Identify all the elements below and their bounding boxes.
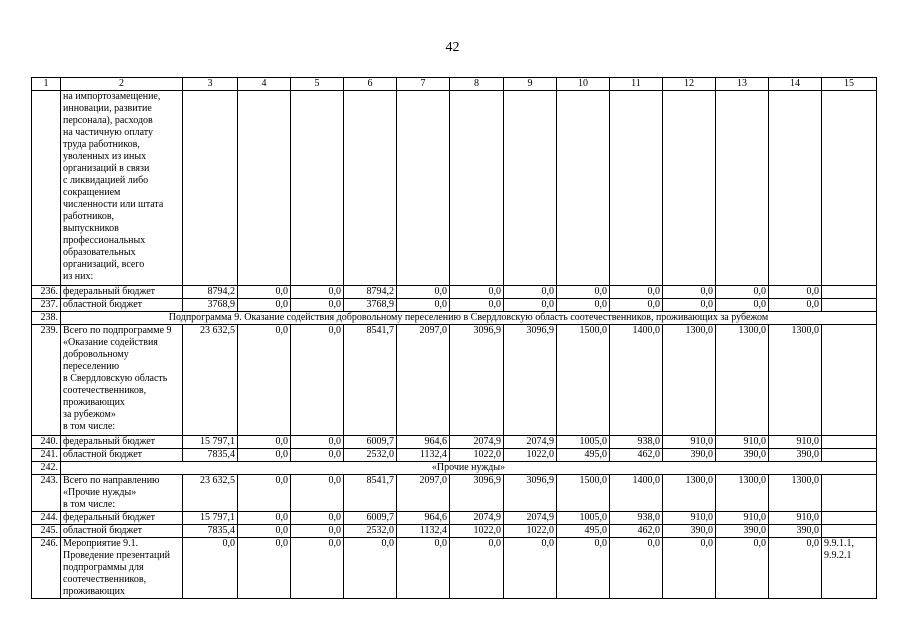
- value-cell: 0,0: [238, 449, 291, 462]
- value-cell: 0,0: [769, 538, 822, 599]
- value-cell: 0,0: [450, 299, 504, 312]
- value-cell: 0,0: [557, 538, 610, 599]
- row-number-cell: 239.: [32, 325, 61, 436]
- row-number-cell: 243.: [32, 475, 61, 512]
- value-cell: 3096,9: [504, 475, 557, 512]
- header-cell: 1: [32, 78, 61, 91]
- row-name-cell: Мероприятие 9.1. Проведение презентаций подпрограммы для соотечественников, проживающих: [61, 538, 183, 599]
- value-cell: [504, 91, 557, 286]
- value-cell: 390,0: [663, 525, 716, 538]
- value-cell: 910,0: [716, 436, 769, 449]
- row-number-cell: 241.: [32, 449, 61, 462]
- value-cell: 0,0: [344, 538, 397, 599]
- value-cell: 390,0: [663, 449, 716, 462]
- value-cell: 0,0: [610, 538, 663, 599]
- value-cell: 0,0: [504, 286, 557, 299]
- table-header-row: [32, 78, 877, 91]
- value-cell: [557, 91, 610, 286]
- value-cell: 0,0: [397, 299, 450, 312]
- row-number-cell: 246.: [32, 538, 61, 599]
- header-cell: 9: [504, 78, 557, 91]
- target-ref-cell: [822, 91, 877, 286]
- value-cell: 2532,0: [344, 525, 397, 538]
- value-cell: 1300,0: [663, 475, 716, 512]
- table-row: [32, 299, 877, 312]
- value-cell: 1005,0: [557, 436, 610, 449]
- table-body: [32, 91, 877, 599]
- header-cell: 11: [610, 78, 663, 91]
- value-cell: 0,0: [557, 286, 610, 299]
- value-cell: 910,0: [716, 512, 769, 525]
- value-cell: 0,0: [610, 286, 663, 299]
- target-ref-cell: [822, 475, 877, 512]
- value-cell: 0,0: [397, 286, 450, 299]
- value-cell: 0,0: [238, 512, 291, 525]
- page-number: 42: [445, 40, 460, 55]
- value-cell: 23 632,5: [183, 475, 238, 512]
- header-cell: 8: [450, 78, 504, 91]
- target-ref-cell: [822, 299, 877, 312]
- value-cell: 0,0: [291, 449, 344, 462]
- value-cell: 0,0: [716, 538, 769, 599]
- value-cell: 462,0: [610, 525, 663, 538]
- value-cell: 0,0: [238, 299, 291, 312]
- value-cell: 0,0: [291, 538, 344, 599]
- value-cell: 0,0: [238, 325, 291, 436]
- row-name-cell: Всего по направлению «Прочие нужды» в том числе:: [61, 475, 183, 512]
- value-cell: 6009,7: [344, 436, 397, 449]
- value-cell: 0,0: [291, 525, 344, 538]
- value-cell: 0,0: [716, 286, 769, 299]
- row-name-cell: федеральный бюджет: [61, 512, 183, 525]
- target-ref-cell: 9.9.1.1, 9.9.2.1: [822, 538, 877, 599]
- value-cell: 1300,0: [769, 325, 822, 436]
- value-cell: 1400,0: [610, 475, 663, 512]
- value-cell: 0,0: [291, 512, 344, 525]
- row-number-cell: [32, 91, 61, 286]
- value-cell: 1022,0: [450, 525, 504, 538]
- value-cell: 1300,0: [716, 325, 769, 436]
- value-cell: 0,0: [291, 325, 344, 436]
- value-cell: [183, 91, 238, 286]
- value-cell: 1500,0: [557, 325, 610, 436]
- value-cell: 23 632,5: [183, 325, 238, 436]
- row-number-cell: 245.: [32, 525, 61, 538]
- row-number-cell: 238.: [32, 312, 61, 325]
- value-cell: [344, 91, 397, 286]
- value-cell: 6009,7: [344, 512, 397, 525]
- value-cell: 8794,2: [344, 286, 397, 299]
- value-cell: 1500,0: [557, 475, 610, 512]
- header-cell: 6: [344, 78, 397, 91]
- value-cell: 1022,0: [504, 525, 557, 538]
- value-cell: [663, 91, 716, 286]
- value-cell: 0,0: [663, 299, 716, 312]
- header-cell: 13: [716, 78, 769, 91]
- table-row: [32, 91, 877, 286]
- value-cell: 0,0: [663, 286, 716, 299]
- value-cell: 2097,0: [397, 475, 450, 512]
- value-cell: 3768,9: [183, 299, 238, 312]
- value-cell: 2074,9: [504, 512, 557, 525]
- header-cell: 15: [822, 78, 877, 91]
- value-cell: 0,0: [663, 538, 716, 599]
- value-cell: 7835,4: [183, 449, 238, 462]
- value-cell: 0,0: [291, 475, 344, 512]
- value-cell: 0,0: [450, 538, 504, 599]
- value-cell: 0,0: [238, 436, 291, 449]
- value-cell: 0,0: [610, 299, 663, 312]
- value-cell: [450, 91, 504, 286]
- row-number-cell: 236.: [32, 286, 61, 299]
- value-cell: 0,0: [291, 286, 344, 299]
- header-cell: 4: [238, 78, 291, 91]
- value-cell: 495,0: [557, 449, 610, 462]
- value-cell: 0,0: [769, 286, 822, 299]
- value-cell: 8541,7: [344, 475, 397, 512]
- value-cell: 0,0: [450, 286, 504, 299]
- value-cell: 0,0: [238, 538, 291, 599]
- value-cell: 3768,9: [344, 299, 397, 312]
- row-name-cell: областной бюджет: [61, 299, 183, 312]
- value-cell: 2532,0: [344, 449, 397, 462]
- table-row: [32, 475, 877, 512]
- target-ref-cell: [822, 286, 877, 299]
- table-row: [32, 538, 877, 599]
- row-number-cell: 244.: [32, 512, 61, 525]
- value-cell: 390,0: [716, 449, 769, 462]
- value-cell: 1300,0: [716, 475, 769, 512]
- target-ref-cell: [822, 325, 877, 436]
- value-cell: 1132,4: [397, 525, 450, 538]
- header-cell: 3: [183, 78, 238, 91]
- value-cell: 0,0: [291, 299, 344, 312]
- value-cell: 3096,9: [504, 325, 557, 436]
- section-title-cell: Подпрограмма 9. Оказание содействия добровольному переселению в Свердловскую область соотечественников, проживающих за рубежом: [61, 312, 877, 325]
- row-name-cell: федеральный бюджет: [61, 286, 183, 299]
- value-cell: 3096,9: [450, 475, 504, 512]
- value-cell: 0,0: [557, 299, 610, 312]
- value-cell: 390,0: [769, 525, 822, 538]
- target-ref-cell: [822, 449, 877, 462]
- value-cell: 1400,0: [610, 325, 663, 436]
- value-cell: 0,0: [397, 538, 450, 599]
- value-cell: 3096,9: [450, 325, 504, 436]
- value-cell: 390,0: [769, 449, 822, 462]
- row-number-cell: 242.: [32, 462, 61, 475]
- value-cell: 0,0: [716, 299, 769, 312]
- value-cell: 0,0: [769, 299, 822, 312]
- value-cell: 1022,0: [504, 449, 557, 462]
- value-cell: 938,0: [610, 512, 663, 525]
- value-cell: [769, 91, 822, 286]
- table-row: [32, 436, 877, 449]
- value-cell: 910,0: [769, 512, 822, 525]
- value-cell: [716, 91, 769, 286]
- value-cell: 1300,0: [769, 475, 822, 512]
- value-cell: 0,0: [183, 538, 238, 599]
- row-name-cell: областной бюджет: [61, 449, 183, 462]
- row-name-cell: Всего по подпрограмме 9 «Оказание содействия добровольному переселению в Свердловскую область соотечественников, проживающих за рубежом» в том числе:: [61, 325, 183, 436]
- value-cell: 1022,0: [450, 449, 504, 462]
- row-number-cell: 240.: [32, 436, 61, 449]
- value-cell: 2074,9: [450, 436, 504, 449]
- row-number-cell: 237.: [32, 299, 61, 312]
- header-cell: 14: [769, 78, 822, 91]
- value-cell: 910,0: [769, 436, 822, 449]
- value-cell: 495,0: [557, 525, 610, 538]
- value-cell: 0,0: [504, 299, 557, 312]
- value-cell: 2074,9: [450, 512, 504, 525]
- table-row: [32, 449, 877, 462]
- value-cell: [610, 91, 663, 286]
- value-cell: 1132,4: [397, 449, 450, 462]
- value-cell: 1300,0: [663, 325, 716, 436]
- value-cell: 2074,9: [504, 436, 557, 449]
- value-cell: [397, 91, 450, 286]
- header-cell: 2: [61, 78, 183, 91]
- value-cell: 15 797,1: [183, 512, 238, 525]
- section-row: [32, 312, 877, 325]
- value-cell: 0,0: [238, 525, 291, 538]
- value-cell: 0,0: [504, 538, 557, 599]
- value-cell: 910,0: [663, 436, 716, 449]
- table-row: [32, 286, 877, 299]
- target-ref-cell: [822, 525, 877, 538]
- header-cell: 5: [291, 78, 344, 91]
- value-cell: 964,6: [397, 512, 450, 525]
- value-cell: 0,0: [238, 286, 291, 299]
- value-cell: 938,0: [610, 436, 663, 449]
- value-cell: 8541,7: [344, 325, 397, 436]
- value-cell: 8794,2: [183, 286, 238, 299]
- header-cell: 12: [663, 78, 716, 91]
- value-cell: 7835,4: [183, 525, 238, 538]
- table-row: [32, 512, 877, 525]
- value-cell: 390,0: [716, 525, 769, 538]
- target-ref-cell: [822, 436, 877, 449]
- value-cell: 0,0: [238, 475, 291, 512]
- value-cell: 2097,0: [397, 325, 450, 436]
- row-name-cell: федеральный бюджет: [61, 436, 183, 449]
- value-cell: 462,0: [610, 449, 663, 462]
- value-cell: [238, 91, 291, 286]
- section-row: [32, 462, 877, 475]
- header-cell: 7: [397, 78, 450, 91]
- row-name-cell: на импортозамещение, инновации, развитие персонала), расходов на частичную оплату труда работников, уволенных из иных организаций в связи с ликвидацией либо сокращением численности или штата работников, выпускников профессиональных образовательных организаций, всего из них:: [61, 91, 183, 286]
- table-row: [32, 525, 877, 538]
- value-cell: [291, 91, 344, 286]
- header-cell: 10: [557, 78, 610, 91]
- section-title-cell: «Прочие нужды»: [61, 462, 877, 475]
- table-row: [32, 325, 877, 436]
- value-cell: 0,0: [291, 436, 344, 449]
- value-cell: 910,0: [663, 512, 716, 525]
- value-cell: 1005,0: [557, 512, 610, 525]
- row-name-cell: областной бюджет: [61, 525, 183, 538]
- budget-table: [31, 77, 877, 599]
- value-cell: 15 797,1: [183, 436, 238, 449]
- target-ref-cell: [822, 512, 877, 525]
- value-cell: 964,6: [397, 436, 450, 449]
